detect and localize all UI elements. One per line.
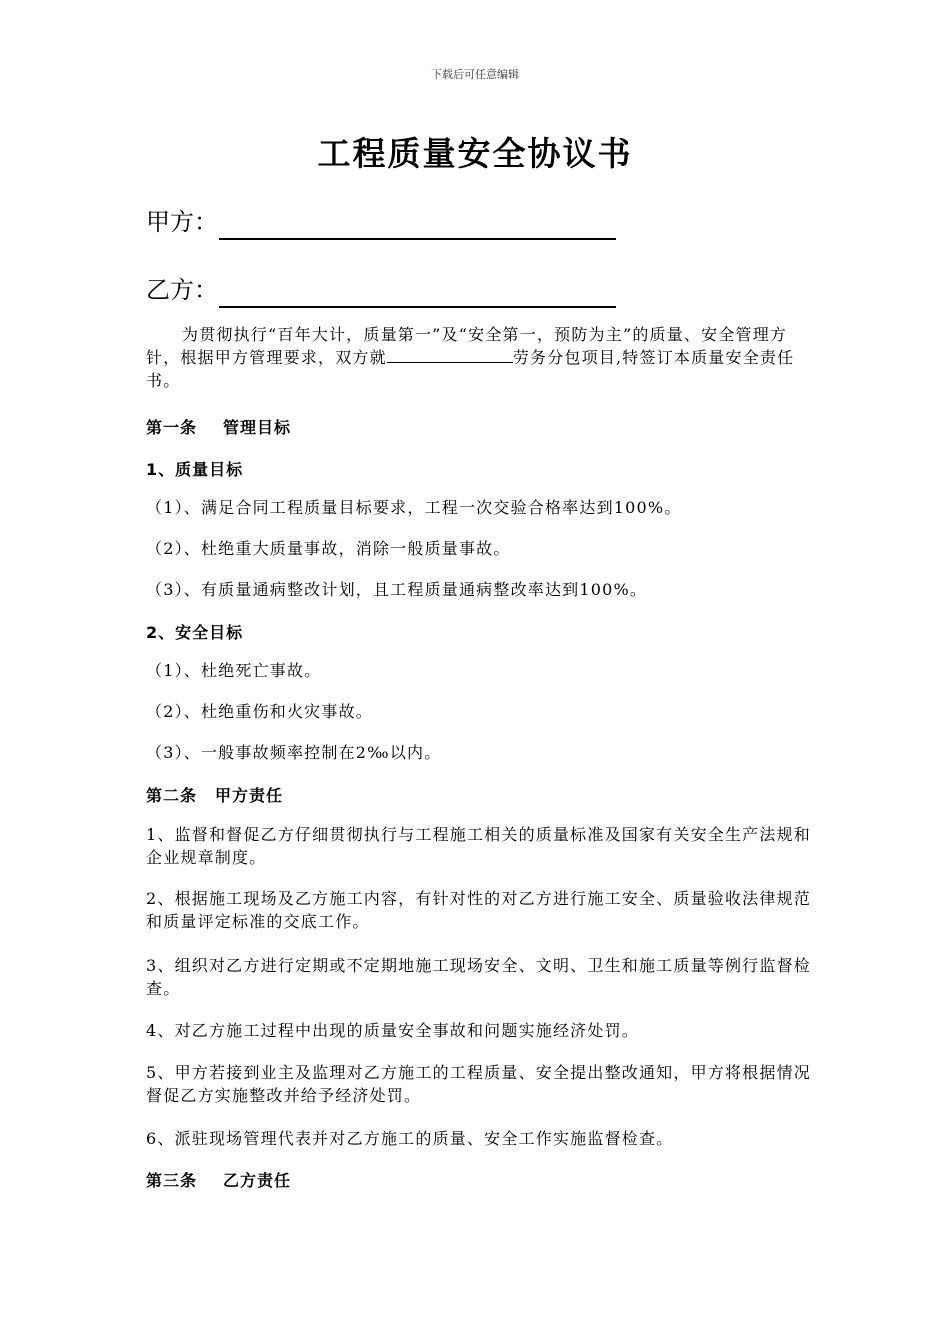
article2-label: 第二条	[146, 786, 198, 805]
article2-heading	[146, 783, 283, 806]
quality-item-1: （1）、满足合同工程质量目标要求，工程一次交验合格率达到100%。	[146, 498, 682, 517]
article3-heading	[146, 1168, 291, 1191]
article1-label: 第一条	[146, 418, 198, 437]
party-a-row	[146, 202, 218, 237]
safety-item-2: （2）、杜绝重伤和火灾事故。	[146, 702, 373, 721]
intro-text-1: 为贯彻执行“百年大计，质量第一”及“安全第一，预防为主”的质量、安全管理方针，根据甲方管理要求，双方就	[146, 325, 788, 367]
quality-item-2: （2）、杜绝重大质量事故，消除一般质量事故。	[146, 539, 511, 558]
safety-item-1: （1）、杜绝死亡事故。	[146, 661, 322, 680]
article1-heading	[146, 415, 291, 438]
page-header-note: 下载后可任意编辑	[431, 68, 519, 81]
article1-title: 管理目标	[223, 418, 292, 437]
party-a-duty-2: 2、根据施工现场及乙方施工内容，有针对性的对乙方进行施工安全、质量验收法律规范和质量评定标准的交底工作。	[146, 889, 811, 931]
party-a-duty-1: 1、监督和督促乙方仔细贯彻执行与工程施工相关的质量标准及国家有关安全生产法规和企业规章制度。	[146, 825, 811, 867]
article2-title: 甲方责任	[215, 786, 284, 805]
party-a-duty-3: 3、组织对乙方进行定期或不定期地施工现场安全、文明、卫生和施工质量等例行监督检查。	[146, 956, 811, 998]
party-a-duty-5: 5、甲方若接到业主及监理对乙方施工的工程质量、安全提出整改通知，甲方将根据情况督促乙方实施整改并给予经济处罚。	[146, 1063, 811, 1105]
party-a-duty-4: 4、对乙方施工过程中出现的质量安全事故和问题实施经济处罚。	[146, 1021, 639, 1040]
article3-title: 乙方责任	[223, 1171, 292, 1190]
party-a-label: 甲方：	[146, 208, 218, 236]
intro-paragraph	[146, 323, 816, 392]
document-title: 工程质量安全协议书	[317, 134, 633, 173]
party-b-row	[146, 270, 218, 305]
intro-text-2: 劳务分包项目,特签订本质量安全责任书。	[146, 348, 795, 390]
party-a-blank-line	[219, 238, 616, 240]
party-b-label: 乙方：	[146, 276, 218, 304]
party-a-duty-6: 6、派驻现场管理代表并对乙方施工的质量、安全工作实施监督检查。	[146, 1129, 674, 1148]
safety-item-3: （3）、一般事故频率控制在2‰以内。	[146, 743, 442, 762]
quality-item-3: （3）、有质量通病整改计划，且工程质量通病整改率达到100%。	[146, 580, 648, 599]
party-b-blank-line	[219, 306, 616, 308]
article3-label: 第三条	[146, 1171, 198, 1190]
project-blank-line	[387, 348, 513, 363]
quality-goal-heading: 1、质量目标	[146, 460, 244, 479]
safety-goal-heading: 2、安全目标	[146, 623, 244, 642]
